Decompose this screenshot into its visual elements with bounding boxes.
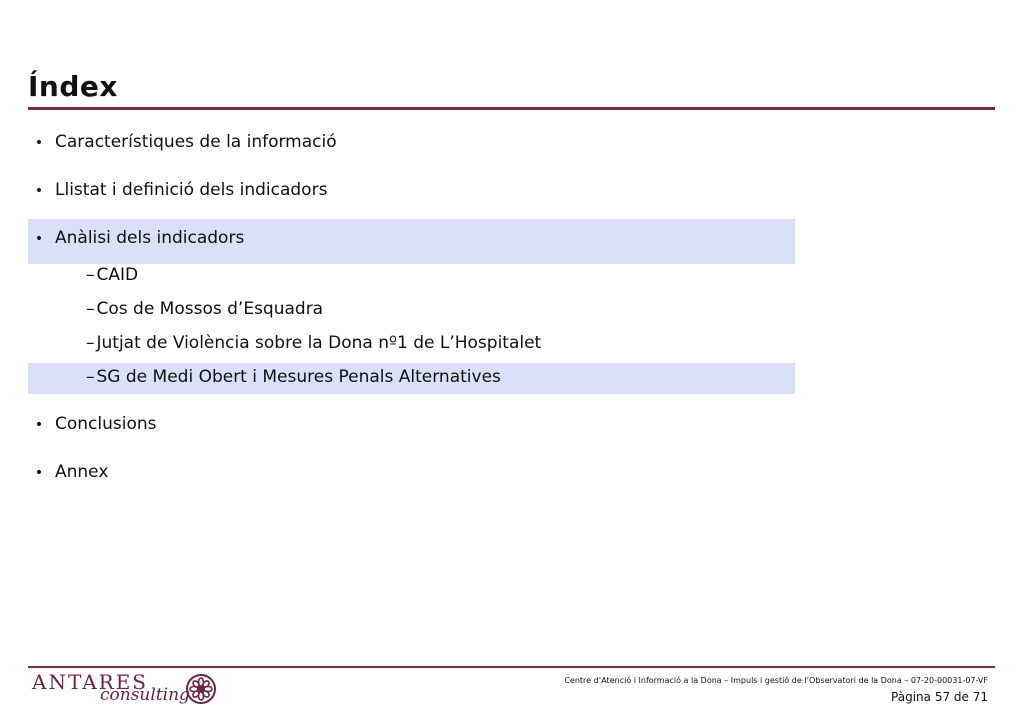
index-subitem-mossos[interactable]	[28, 294, 795, 324]
page-title: Índex	[28, 70, 118, 103]
index-subitem-jutjat[interactable]	[28, 328, 795, 358]
dash-icon: –	[86, 367, 95, 387]
bullet-icon: •	[34, 183, 44, 199]
page-number: Pàgina 57 de 71	[891, 690, 988, 704]
index-subitem-medi-obert[interactable]	[28, 363, 795, 394]
flower-seal-icon	[185, 673, 217, 705]
index-subitem-label: SG de Medi Obert i Mesures Penals Alternatives	[96, 367, 501, 387]
footer-divider	[28, 666, 995, 668]
index-item-annex[interactable]	[28, 457, 795, 487]
index-item-label: Llistat i definició dels indicadors	[55, 180, 328, 200]
index-item-analisi[interactable]	[28, 219, 795, 264]
bullet-icon: •	[34, 135, 44, 151]
index-item-label: Conclusions	[55, 414, 157, 434]
index-item-caracteristiques[interactable]	[28, 127, 795, 157]
dash-icon: –	[86, 299, 95, 319]
bullet-icon: •	[34, 417, 44, 433]
index-subitem-label: Jutjat de Violència sobre la Dona nº1 de L’Hospitalet	[96, 333, 542, 353]
index-item-label: Anàlisi dels indicadors	[55, 228, 245, 248]
index-subitem-label: Cos de Mossos d’Esquadra	[96, 299, 324, 319]
footer-document-text: Centre d’Atenció i Informació a la Dona – Impuls i gestió de l’Observatori de la Dona – 07-20-00031-07-VF	[564, 676, 988, 685]
dash-icon: –	[86, 333, 95, 353]
index-subitem-label: CAID	[96, 265, 139, 285]
index-item-label: Annex	[55, 462, 109, 482]
logo-sub-text: consulting	[100, 685, 190, 705]
bullet-icon: •	[34, 465, 44, 481]
index-item-conclusions[interactable]	[28, 409, 795, 439]
bullet-icon: •	[34, 231, 44, 247]
index-subitem-caid[interactable]	[28, 260, 795, 290]
title-divider	[28, 107, 995, 110]
index-item-label: Característiques de la informació	[55, 132, 337, 152]
logo-main-text: ANTARES	[32, 670, 148, 694]
dash-icon: –	[86, 265, 95, 285]
index-item-llistat[interactable]	[28, 175, 795, 205]
